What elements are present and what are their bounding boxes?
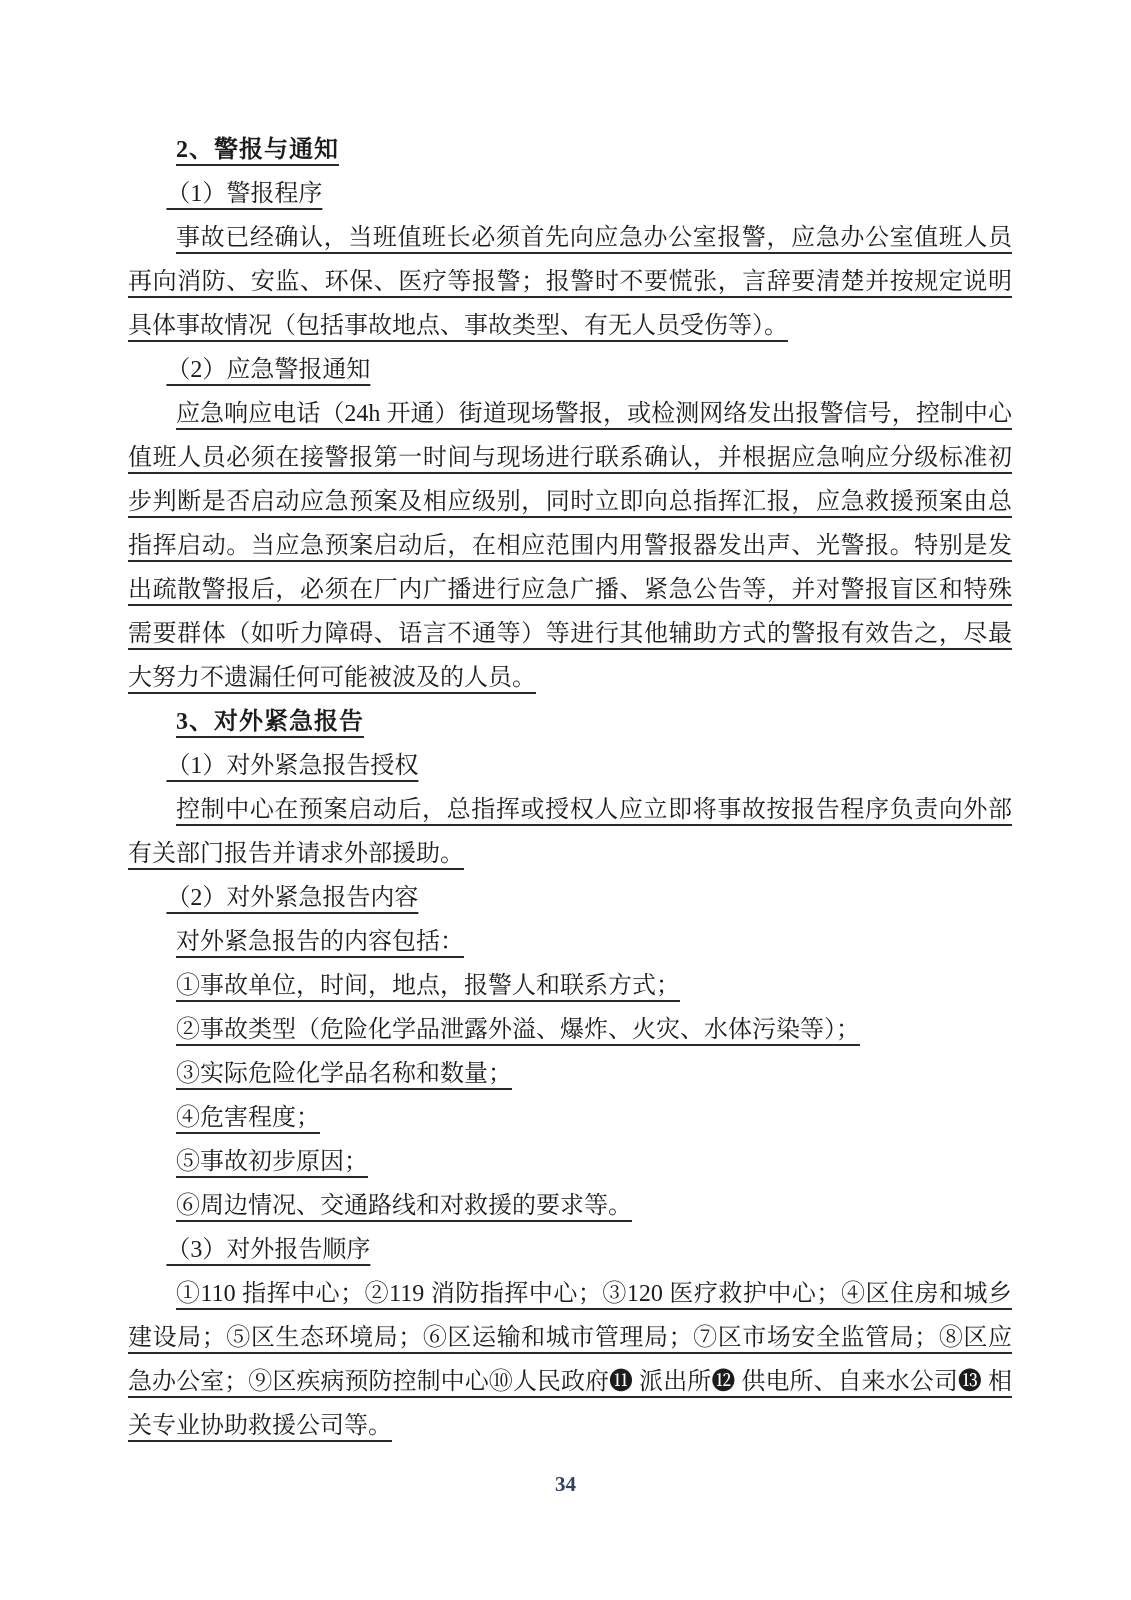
list-item: ③实际危险化学品名称和数量； — [176, 1061, 512, 1087]
list-item: ②事故类型（危险化学品泄露外溢、爆炸、火灾、水体污染等）； — [176, 1017, 860, 1043]
sub-heading: （2）对外紧急报告内容 — [166, 885, 419, 911]
section-heading: 2、警报与通知 — [176, 137, 339, 163]
paragraph: 对外紧急报告的内容包括： — [176, 929, 464, 955]
section-heading: 3、对外紧急报告 — [176, 709, 364, 735]
list-item: ④危害程度； — [176, 1105, 320, 1131]
list-item: ①事故单位，时间，地点，报警人和联系方式； — [176, 973, 680, 999]
sub-heading: （3）对外报告顺序 — [166, 1237, 371, 1263]
paragraph: 应急响应电话（24h 开通）街道现场警报，或检测网络发出报警信号，控制中心值班人员必须在接警报第一时间与现场进行联系确认，并根据应急响应分级标准初步判断是否启动应急预案及相应级别，同时立即向总指挥汇报，应急救援预案由总指挥启动。当应急预案启动后，在相应范围内用警报器发出声、光警报。特别是发出疏散警报后，必须在厂内广播进行应急广播、紧急公告等，并对警报盲区和特殊需要群体（如听力障碍、语言不通等）等进行其他辅助方式的警报有效告之，尽最大努力不遗漏任何可能被波及的人员。 — [128, 401, 1012, 691]
list-item: ⑥周边情况、交通路线和对救援的要求等。 — [176, 1193, 632, 1219]
paragraph: 控制中心在预案启动后，总指挥或授权人应立即将事故按报告程序负责向外部有关部门报告并请求外部援助。 — [128, 797, 1012, 867]
sub-heading: （1）警报程序 — [166, 181, 323, 207]
sub-heading: （2）应急警报通知 — [166, 357, 371, 383]
sub-heading: （1）对外紧急报告授权 — [166, 753, 419, 779]
page-number: 34 — [555, 1472, 576, 1496]
document-content — [128, 128, 1012, 1448]
paragraph: ①110 指挥中心；②119 消防指挥中心；③120 医疗救护中心；④区住房和城乡建设局；⑤区生态环境局；⑥区运输和城市管理局；⑦区市场安全监管局；⑧区应急办公室；⑨区疾病预防控制中心⑩人民政府⓫ 派出所⓬ 供电所、自来水公司⓭ 相关专业协助救援公司等。 — [128, 1281, 1012, 1439]
list-item: ⑤事故初步原因； — [176, 1149, 368, 1175]
paragraph: 事故已经确认，当班值班长必须首先向应急办公室报警，应急办公室值班人员再向消防、安监、环保、医疗等报警；报警时不要慌张，言辞要清楚并按规定说明具体事故情况（包括事故地点、事故类型、有无人员受伤等）。 — [128, 225, 1012, 339]
